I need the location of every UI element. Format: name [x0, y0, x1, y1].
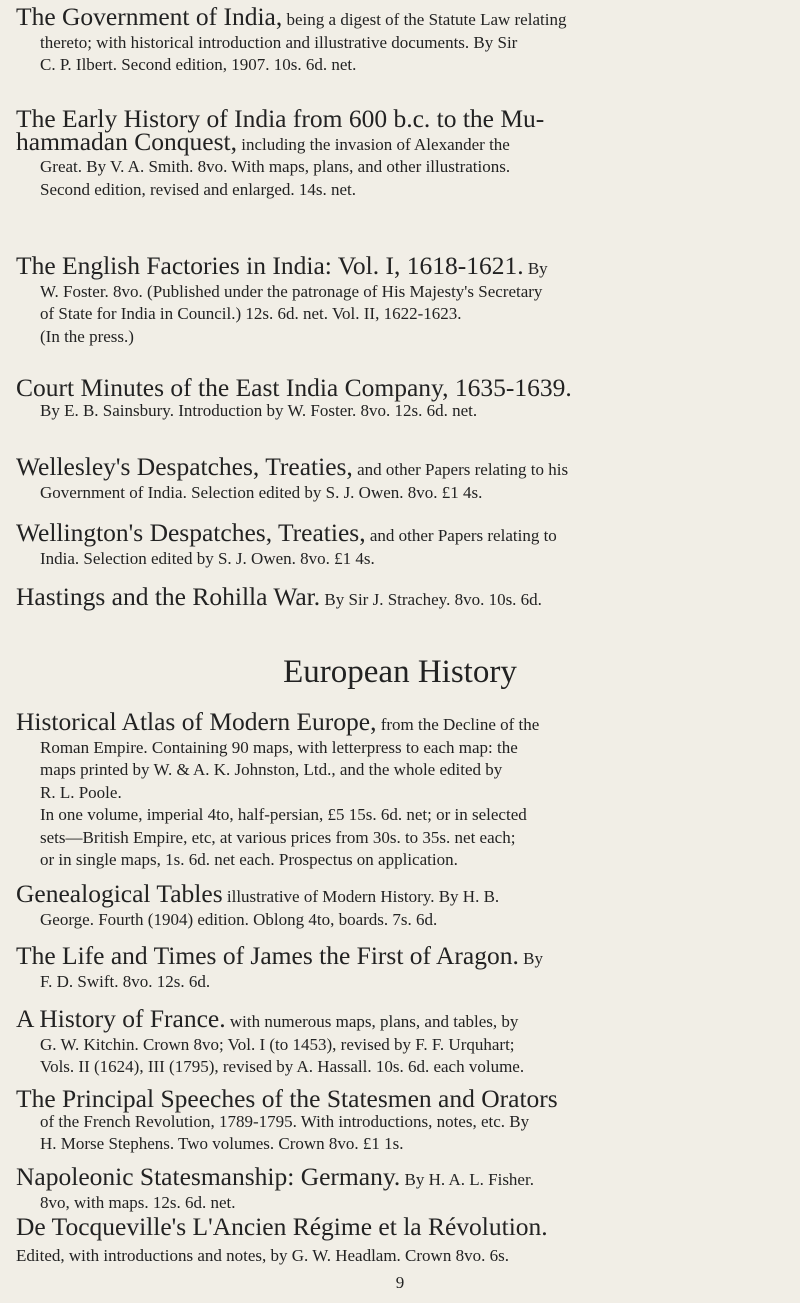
book-entry [16, 104, 782, 201]
book-entry [16, 1084, 782, 1156]
book-title: Hastings and the Rohilla War. [16, 582, 321, 611]
book-title: The Principal Speeches of the Statesmen and Orators [16, 1084, 558, 1113]
book-description: By E. B. Sainsbury. Introduction by W. Foster. 8vo. 12s. 6d. net. [40, 400, 478, 420]
book-description: W. Foster. 8vo. (Published under the patronage of His Majesty's Secretary [40, 281, 543, 301]
book-entry [16, 518, 782, 570]
book-title: The Life and Times of James the First of Aragon. [16, 941, 519, 970]
book-description: Government of India. Selection edited by S. J. Owen. 8vo. £1 4s. [40, 482, 483, 502]
book-description: of the French Revolution, 1789-1795. With introductions, notes, etc. By [40, 1111, 530, 1131]
book-description: Roman Empire. Containing 90 maps, with letterpress to each map: the [40, 737, 518, 757]
book-description: (In the press.) [40, 326, 134, 346]
book-description: or in single maps, 1s. 6d. net each. Prospectus on application. [40, 850, 458, 869]
section-heading: European History [283, 654, 517, 690]
book-title: Genealogical Tables [16, 879, 223, 908]
book-entry [16, 452, 782, 504]
book-description: By Sir J. Strachey. 8vo. 10s. 6d. [324, 590, 542, 609]
book-description: sets—British Empire, etc, at various prices from 30s. to 35s. net each; [40, 827, 516, 847]
book-description: In one volume, imperial 4to, half-persian, £5 15s. 6d. net; or in selected [40, 805, 527, 824]
book-title: Wellesley's Despatches, Treaties, [16, 452, 353, 481]
book-description: By [523, 949, 543, 968]
book-entry [16, 373, 782, 422]
book-description: H. Morse Stephens. Two volumes. Crown 8vo. £1 1s. [40, 1134, 404, 1153]
book-description: C. P. Ilbert. Second edition, 1907. 10s. 6d. net. [40, 55, 357, 74]
book-description: maps printed by W. & A. K. Johnston, Ltd., and the whole edited by [40, 760, 503, 779]
book-title: hammadan Conquest, [16, 126, 237, 156]
page-number: 9 [395, 1273, 405, 1292]
book-description: Vols. II (1624), III (1795), revised by A. Hassall. 10s. 6d. each volume. [40, 1057, 525, 1076]
book-entry [16, 582, 782, 612]
book-description: and other Papers relating to [369, 526, 557, 545]
book-title: Court Minutes of the East India Company, 1635-1639. [16, 373, 572, 402]
book-description: Second edition, revised and enlarged. 14s. net. [40, 179, 356, 199]
book-title: De Tocqueville's L'Ancien Régime et la Révolution. [16, 1212, 548, 1241]
book-description: By [527, 259, 548, 278]
book-title: Napoleonic Statesmanship: Germany. [16, 1162, 401, 1191]
book-description: illustrative of Modern History. By H. B. [226, 887, 500, 906]
book-description: Great. By V. A. Smith. 8vo. With maps, plans, and other illustrations. [40, 157, 511, 176]
book-title: The Early History of India from 600 b.c. to the Mu- [16, 104, 545, 133]
book-entry [16, 1004, 782, 1079]
book-entry [16, 879, 782, 931]
book-description: with numerous maps, plans, and tables, by [229, 1012, 519, 1031]
book-description: G. W. Kitchin. Crown 8vo; Vol. I (to 1453), revised by F. F. Urquhart; [40, 1034, 515, 1054]
book-entry [16, 1162, 782, 1214]
book-description: and other Papers relating to his [357, 460, 569, 479]
book-title: A History of France. [16, 1004, 226, 1033]
book-description: R. L. Poole. [40, 782, 122, 802]
book-description: of State for India in Council.) 12s. 6d. net. Vol. II, 1622-1623. [40, 304, 462, 323]
book-description: from the Decline of the [380, 715, 540, 734]
book-title: The Government of India, [16, 2, 283, 31]
book-entry [16, 941, 782, 993]
book-title: Wellington's Despatches, Treaties, [16, 518, 366, 547]
book-description: F. D. Swift. 8vo. 12s. 6d. [40, 971, 211, 991]
book-description: Edited, with introductions and notes, by G. W. Headlam. Crown 8vo. 6s. [16, 1246, 509, 1265]
book-description: George. Fourth (1904) edition. Oblong 4to, boards. 7s. 6d. [40, 909, 438, 929]
book-description: being a digest of the Statute Law relating [286, 10, 567, 29]
book-description: including the invasion of Alexander the [241, 134, 510, 154]
book-description: By H. A. L. Fisher. [404, 1170, 534, 1189]
book-entry [16, 1212, 782, 1241]
book-description: India. Selection edited by S. J. Owen. 8vo. £1 4s. [40, 548, 375, 568]
book-description: 8vo, with maps. 12s. 6d. net. [40, 1192, 236, 1212]
book-title: Historical Atlas of Modern Europe, [16, 707, 377, 736]
book-entry [16, 2, 782, 77]
book-description: thereto; with historical introduction and illustrative documents. By Sir [40, 32, 518, 52]
book-title: The English Factories in India: Vol. I, 1618-1621. [16, 251, 524, 280]
book-entry [16, 707, 782, 872]
book-entry [16, 251, 782, 348]
book-entry [16, 1245, 782, 1268]
